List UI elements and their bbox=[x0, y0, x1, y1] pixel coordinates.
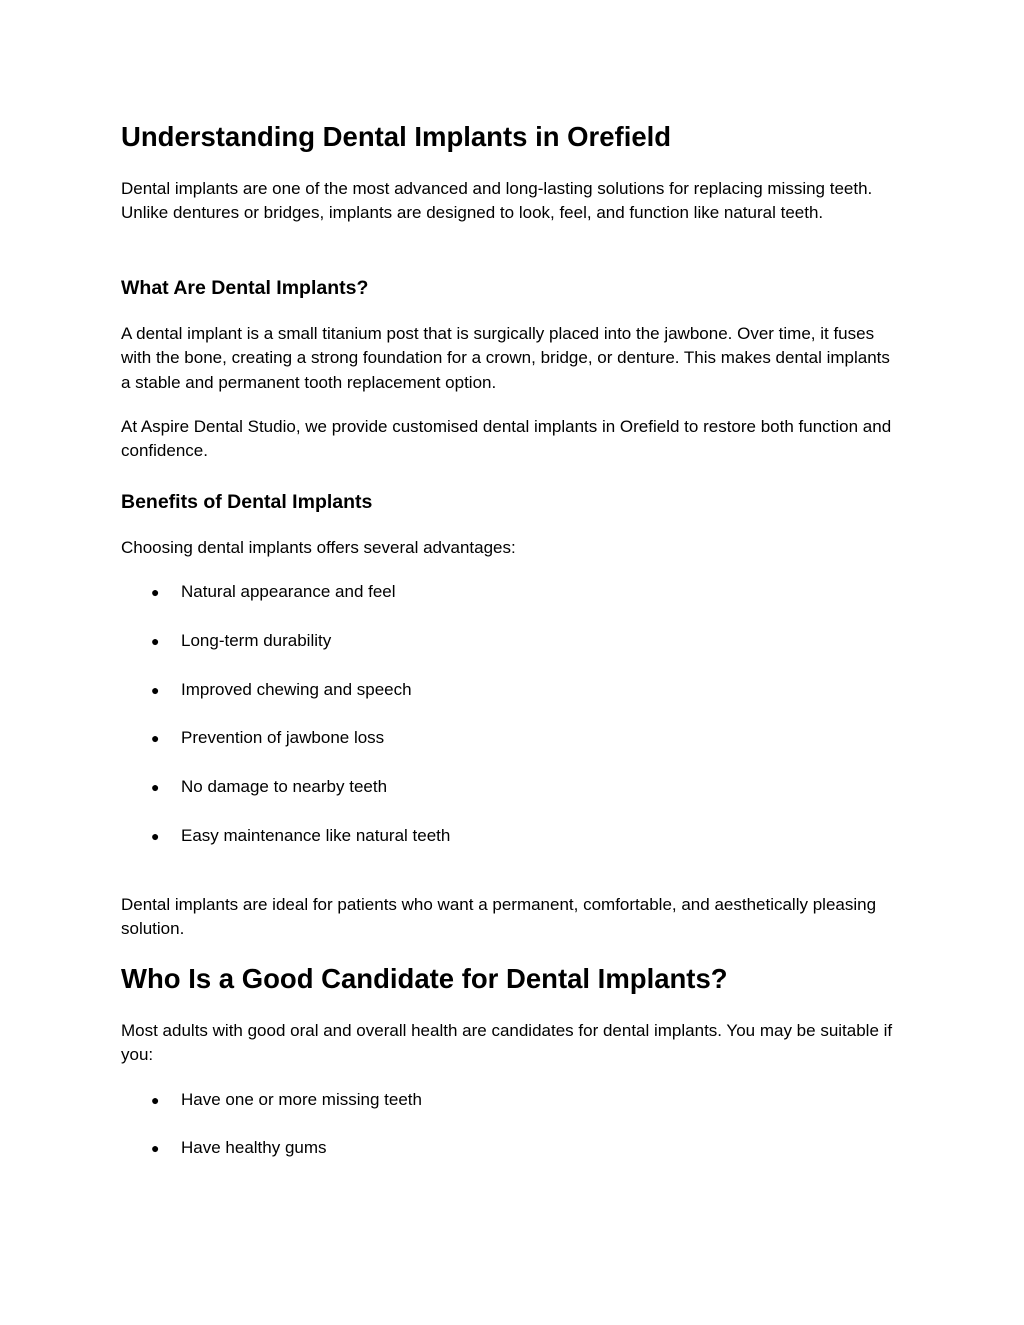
what-are-paragraph: A dental implant is a small titanium post that is surgically placed into the jawbone. Over time, it fuses with the bone, creating a strong foundation for a crown, bridge, or denture. This makes dental implants a stable and permanent tooth replacement option. bbox=[121, 324, 890, 392]
bullet-icon: ● bbox=[151, 633, 160, 649]
list-item-text: Natural appearance and feel bbox=[181, 582, 396, 601]
intro-paragraph: Dental implants are one of the most advanced and long-lasting solutions for replacing missing teeth. Unlike dentures or bridges, implants are designed to look, feel, and function like natural teeth. bbox=[121, 179, 873, 223]
bullet-icon: ● bbox=[151, 584, 160, 600]
section-heading-benefits: Benefits of Dental Implants bbox=[121, 491, 373, 513]
bullet-icon: ● bbox=[151, 828, 160, 844]
section-title-candidate: Who Is a Good Candidate for Dental Implants? bbox=[121, 963, 728, 994]
list-item-text: Easy maintenance like natural teeth bbox=[181, 826, 451, 845]
bullet-icon: ● bbox=[151, 1140, 160, 1156]
list-item-text: Have one or more missing teeth bbox=[181, 1090, 422, 1109]
candidate-intro: Most adults with good oral and overall health are candidates for dental implants. You may be suitable if you: bbox=[121, 1021, 893, 1065]
section-heading-what-are: What Are Dental Implants? bbox=[121, 277, 369, 299]
list-item-text: Prevention of jawbone loss bbox=[181, 728, 385, 747]
bullet-icon: ● bbox=[151, 730, 160, 746]
benefits-closing: Dental implants are ideal for patients who want a permanent, comfortable, and aesthetically pleasing solution. bbox=[121, 895, 877, 939]
benefits-intro: Choosing dental implants offers several advantages: bbox=[121, 538, 516, 557]
list-item-text: Have healthy gums bbox=[181, 1138, 327, 1157]
page-title: Understanding Dental Implants in Orefield bbox=[121, 121, 672, 152]
bullet-icon: ● bbox=[151, 682, 160, 698]
list-item-text: No damage to nearby teeth bbox=[181, 777, 388, 796]
list-item-text: Long-term durability bbox=[181, 631, 332, 650]
bullet-icon: ● bbox=[151, 1092, 160, 1108]
list-item-text: Improved chewing and speech bbox=[181, 680, 412, 699]
aspire-paragraph: At Aspire Dental Studio, we provide customised dental implants in Orefield to restore both function and confidence. bbox=[121, 417, 892, 461]
bullet-icon: ● bbox=[151, 779, 160, 795]
